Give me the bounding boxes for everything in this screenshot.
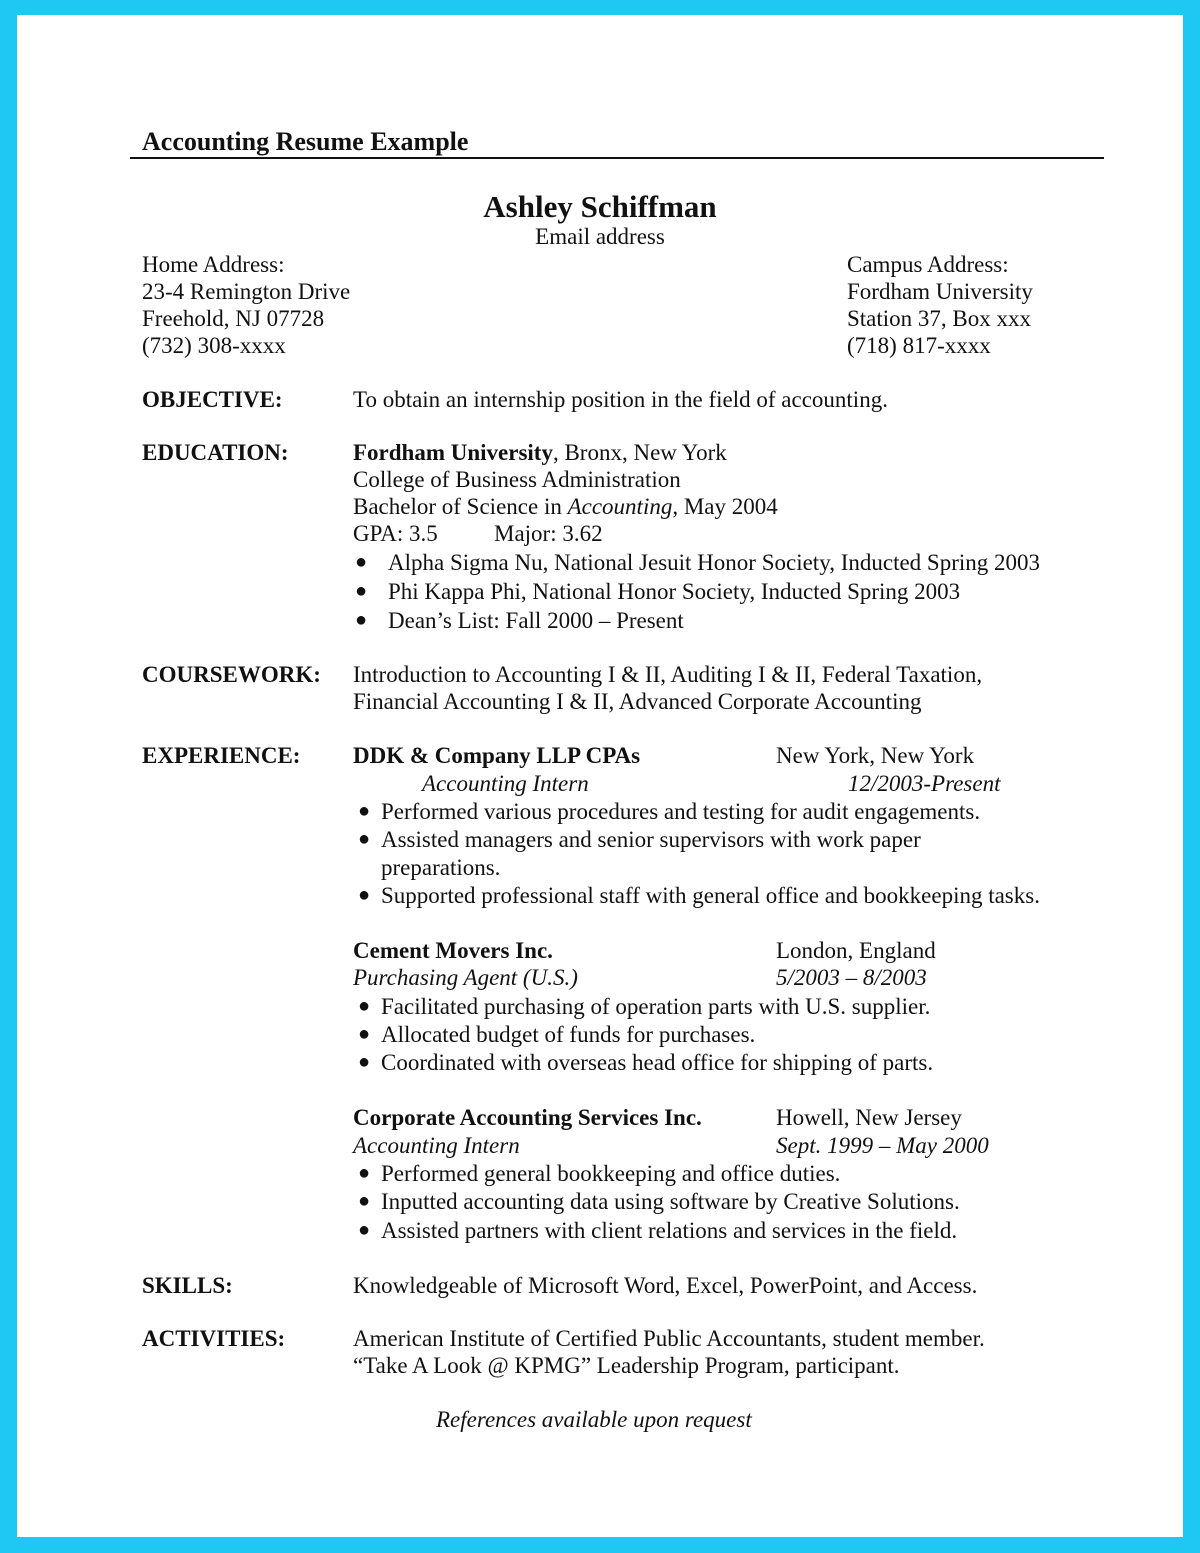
- job-location: London, England: [776, 938, 936, 963]
- bullet-icon: ●: [355, 551, 368, 573]
- objective-text: To obtain an internship position in the field of accounting.: [353, 387, 888, 412]
- education-gpa: GPA: 3.5: [353, 521, 438, 546]
- candidate-name: Ashley Schiffman: [483, 189, 717, 224]
- coursework-line: Financial Accounting I & II, Advanced Corporate Accounting: [353, 689, 922, 714]
- education-label: EDUCATION:: [142, 440, 289, 465]
- job-bullet: Assisted partners with client relations and services in the field.: [381, 1218, 958, 1243]
- activity-item: American Institute of Certified Public Accountants, student member.: [353, 1326, 985, 1351]
- school-name: Fordham University: [353, 440, 553, 465]
- bullet-icon: ●: [358, 1162, 371, 1184]
- activity-item: “Take A Look @ KPMG” Leadership Program, participant.: [353, 1353, 900, 1378]
- education-major-gpa: Major: 3.62: [494, 521, 603, 546]
- email-address: Email address: [535, 224, 665, 249]
- education-college: College of Business Administration: [353, 467, 681, 492]
- job-bullet: Assisted managers and senior supervisors with work paper: [381, 827, 921, 852]
- home-address-label: Home Address:: [142, 252, 285, 277]
- campus-address-line: Fordham University: [847, 279, 1033, 304]
- skills-label: SKILLS:: [142, 1273, 233, 1298]
- bullet-icon: ●: [358, 884, 371, 906]
- job-dates: 5/2003 – 8/2003: [776, 965, 927, 990]
- education-school-line: [353, 440, 727, 466]
- experience-label: EXPERIENCE:: [142, 743, 301, 768]
- job-location: New York, New York: [776, 743, 975, 768]
- job-dates: Sept. 1999 – May 2000: [776, 1133, 989, 1158]
- degree-prefix: Bachelor of Science in: [353, 494, 568, 519]
- degree-major: Accounting: [567, 494, 673, 519]
- bullet-icon: ●: [355, 609, 368, 631]
- coursework-line: Introduction to Accounting I & II, Auditing I & II, Federal Taxation,: [353, 662, 983, 687]
- job-bullet: Allocated budget of funds for purchases.: [381, 1022, 756, 1047]
- page-title: Accounting Resume Example: [142, 127, 469, 156]
- job-bullet-continued: preparations.: [381, 855, 501, 880]
- references-note: References available upon request: [436, 1407, 752, 1432]
- education-degree: [353, 494, 778, 520]
- degree-date: , May 2004: [672, 494, 778, 519]
- honor-item: Phi Kappa Phi, National Honor Society, Inducted Spring 2003: [388, 579, 961, 604]
- bullet-icon: ●: [358, 1023, 371, 1045]
- job-company: Cement Movers Inc.: [353, 938, 553, 963]
- coursework-label: COURSEWORK:: [142, 662, 321, 687]
- campus-address-block: [847, 251, 1033, 359]
- job-bullet: Performed various procedures and testing for audit engagements.: [381, 799, 981, 824]
- honor-item: Dean’s List: Fall 2000 – Present: [388, 608, 684, 633]
- job-title: Accounting Intern: [422, 771, 589, 796]
- bullet-icon: ●: [358, 1190, 371, 1212]
- objective-label: OBJECTIVE:: [142, 387, 283, 412]
- home-address-line: 23-4 Remington Drive: [142, 279, 351, 304]
- bullet-icon: ●: [358, 1051, 371, 1073]
- bullet-icon: ●: [358, 1219, 371, 1241]
- job-title: Purchasing Agent (U.S.): [353, 965, 578, 990]
- job-dates: 12/2003-Present: [848, 771, 1001, 796]
- bullet-icon: ●: [358, 828, 371, 850]
- bullet-icon: ●: [358, 800, 371, 822]
- campus-address-line: (718) 817-xxxx: [847, 333, 991, 358]
- job-title: Accounting Intern: [353, 1133, 520, 1158]
- home-address-line: Freehold, NJ 07728: [142, 306, 325, 331]
- job-bullet: Performed general bookkeeping and office duties.: [381, 1161, 841, 1186]
- job-bullet: Facilitated purchasing of operation parts with U.S. supplier.: [381, 994, 931, 1019]
- campus-address-line: Station 37, Box xxx: [847, 306, 1032, 331]
- campus-address-label: Campus Address:: [847, 252, 1009, 277]
- job-company: Corporate Accounting Services Inc.: [353, 1105, 702, 1130]
- skills-text: Knowledgeable of Microsoft Word, Excel, PowerPoint, and Access.: [353, 1273, 978, 1298]
- honor-item: Alpha Sigma Nu, National Jesuit Honor Society, Inducted Spring 2003: [388, 550, 1041, 575]
- bullet-icon: ●: [355, 580, 368, 602]
- job-bullet: Coordinated with overseas head office for shipping of parts.: [381, 1050, 934, 1075]
- job-bullet: Inputted accounting data using software by Creative Solutions.: [381, 1189, 960, 1214]
- school-location: , Bronx, New York: [552, 440, 727, 465]
- bullet-icon: ●: [358, 995, 371, 1017]
- title-divider: [130, 157, 1104, 159]
- job-bullet: Supported professional staff with general office and bookkeeping tasks.: [381, 883, 1040, 908]
- home-address-block: [142, 251, 350, 359]
- activities-label: ACTIVITIES:: [142, 1326, 286, 1351]
- job-location: Howell, New Jersey: [776, 1105, 962, 1130]
- job-company: DDK & Company LLP CPAs: [353, 743, 641, 768]
- home-address-line: (732) 308-xxxx: [142, 333, 286, 358]
